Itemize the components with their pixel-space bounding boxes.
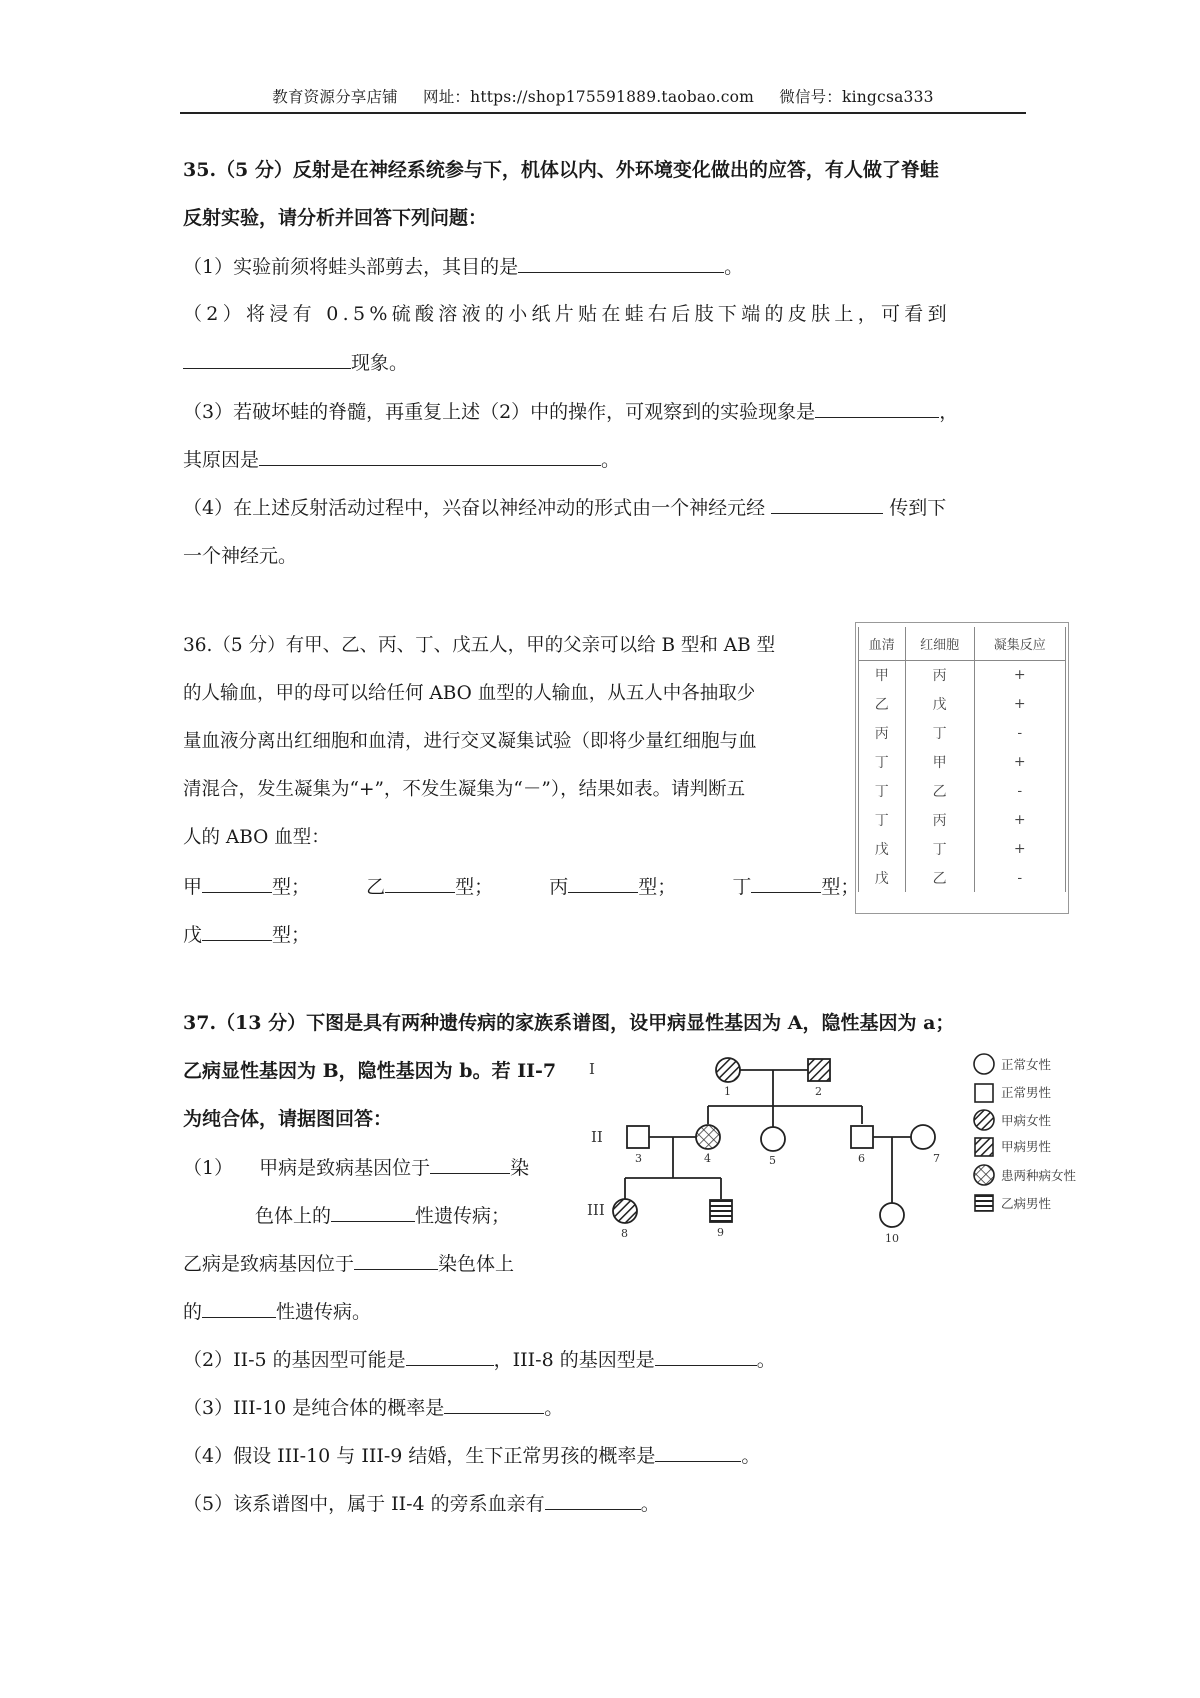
answer-blank[interactable] [259, 446, 601, 466]
answer-blank[interactable] [444, 1394, 544, 1414]
svg-text:1: 1 [724, 1085, 731, 1098]
svg-text:9: 9 [717, 1226, 724, 1239]
table-row: 乙 戊 + [859, 689, 1066, 718]
page-header [180, 82, 1026, 114]
legend-normal-male: 正常男性 [1001, 1085, 1052, 1100]
col-header-rbc: 红细胞 [905, 627, 974, 660]
q36-answers: 甲 型； 乙 型； 丙 型； 丁 型； [183, 873, 859, 900]
q37-part5: （5）该系谱图中，属于 II-4 的旁系血亲有 。 [183, 1490, 660, 1517]
q36-line1: 36.（5 分）有甲、乙、丙、丁、戊五人，甲的父亲可以给 B 型和 AB 型 [183, 635, 776, 656]
answer-blank[interactable] [406, 1346, 494, 1366]
table-row: 丁 丙 + [859, 805, 1066, 834]
answer-blank[interactable] [655, 1346, 757, 1366]
svg-text:2: 2 [815, 1085, 822, 1098]
header-wechat: 微信号：kingcsa333 [779, 88, 934, 106]
answer-blank[interactable] [771, 494, 883, 514]
col-header-serum: 血清 [859, 627, 906, 660]
q37-part1: （1） 甲病是致病基因位于 染 [183, 1154, 529, 1181]
answer-blank[interactable] [385, 873, 455, 893]
individual-9-diseaseB-male [710, 1200, 732, 1222]
q37-part1-cont3: 的 性遗传病。 [183, 1298, 371, 1325]
q37-part4: （4）假设 III-10 与 III-9 结婚，生下正常男孩的概率是 。 [183, 1442, 760, 1469]
legend-normal-female: 正常女性 [1001, 1057, 1052, 1072]
agglutination-table [858, 627, 1066, 892]
pedigree-diagram [585, 1050, 1100, 1260]
q35-part3: （3）若破坏蛙的脊髓，再重复上述（2）中的操作，可观察到的实验现象是 ， [183, 398, 958, 425]
individual-6-normal-male [851, 1126, 873, 1148]
svg-text:7: 7 [933, 1152, 940, 1165]
answer-blank[interactable] [202, 921, 272, 941]
table-row: 戊 丁 + [859, 834, 1066, 863]
pedigree-legend [974, 1054, 1077, 1211]
answer-blank[interactable] [751, 873, 821, 893]
individual-7-normal-female [911, 1125, 935, 1149]
gen-label-1: I [589, 1060, 595, 1078]
q36-answers-cont: 戊 型； [183, 921, 310, 948]
q37-part2: （2）II-5 的基因型可能是 ，III-8 的基因型是 。 [183, 1346, 776, 1373]
individual-4-both-diseases-female [696, 1125, 720, 1149]
q36-line3: 量血液分离出红细胞和血清，进行交叉凝集试验（即将少量红细胞与血 [183, 731, 757, 752]
answer-blank[interactable] [430, 1154, 510, 1174]
svg-text:8: 8 [621, 1227, 628, 1240]
answer-blank[interactable] [545, 1490, 641, 1510]
svg-text:3: 3 [635, 1152, 642, 1165]
answer-blank[interactable] [354, 1250, 438, 1270]
legend-affected-male: 甲病男性 [1001, 1139, 1052, 1154]
individual-5-normal-female [761, 1127, 785, 1151]
table-row: 甲 丙 + [859, 660, 1066, 689]
answer-blank[interactable] [183, 349, 351, 369]
svg-text:5: 5 [769, 1154, 776, 1167]
table-row: 丙 丁 - [859, 718, 1066, 747]
q35-title: 35.（5 分）反射是在神经系统参与下，机体以内、外环境变化做出的应答，有人做了脊蛙 [183, 159, 939, 181]
answer-blank[interactable] [815, 398, 939, 418]
svg-text:6: 6 [858, 1152, 865, 1165]
answer-blank[interactable] [655, 1442, 741, 1462]
individual-3-normal-male [627, 1126, 649, 1148]
answer-blank[interactable] [202, 1298, 276, 1318]
q37-part1-cont: 色体上的 性遗传病； [255, 1202, 510, 1229]
answer-blank[interactable] [568, 873, 638, 893]
q35-title-cont: 反射实验，请分析并回答下列问题： [183, 207, 488, 229]
individual-10-normal-female [880, 1203, 904, 1227]
svg-text:10: 10 [885, 1232, 899, 1245]
answer-blank[interactable] [518, 253, 724, 273]
individual-1-affected-female [716, 1058, 740, 1082]
answer-blank[interactable] [331, 1202, 415, 1222]
gen-label-3: III [587, 1201, 605, 1219]
svg-text:4: 4 [704, 1152, 711, 1165]
q37-title-cont: 乙病显性基因为 B，隐性基因为 b。若 II-7 [183, 1060, 557, 1082]
q35-part4-cont: 一个神经元。 [183, 545, 298, 567]
table-row: 丁 甲 + [859, 747, 1066, 776]
q37-part1-cont2: 乙病是致病基因位于 染色体上 [183, 1250, 514, 1277]
q35-part2-cont: 现象。 [183, 349, 408, 376]
q37-title: 37.（13 分）下图是具有两种遗传病的家族系谱图，设甲病显性基因为 A，隐性基因为 a； [183, 1012, 955, 1034]
q35-part3-cont: 其原因是 。 [183, 446, 620, 473]
q35-part2: （2）将浸有 0.5%硫酸溶液的小纸片贴在蛙右后肢下端的皮肤上，可看到 [183, 303, 951, 325]
q35-part1: （1）实验前须将蛙头部剪去，其目的是 。 [183, 253, 743, 280]
q36-line2: 的人输血，甲的母可以给任何 ABO 血型的人输血，从五人中各抽取少 [183, 683, 756, 704]
q37-title-cont2: 为纯合体，请据图回答： [183, 1108, 393, 1130]
table-header-row [859, 627, 1066, 660]
header-shop: 教育资源分享店铺 [272, 88, 398, 106]
table-row: 戊 乙 - [859, 863, 1066, 892]
legend-affected-female: 甲病女性 [1001, 1113, 1052, 1128]
individual-8-affected-female [613, 1199, 637, 1223]
individual-2-affected-male [808, 1059, 830, 1081]
header-url: 网址：https://shop175591889.taobao.com [423, 88, 755, 106]
legend-both-diseases-female: 患两种病女性 [1001, 1168, 1077, 1183]
q36-line4: 清混合，发生凝集为“+”，不发生凝集为“－”），结果如表。请判断五 [183, 779, 746, 800]
legend-diseaseB-male: 乙病男性 [1001, 1196, 1052, 1211]
answer-blank[interactable] [202, 873, 272, 893]
q35-part4: （4）在上述反射活动过程中，兴奋以神经冲动的形式由一个神经元经 传到下 [183, 494, 946, 521]
gen-label-2: II [591, 1128, 603, 1146]
q37-part3: （3）III-10 是纯合体的概率是 。 [183, 1394, 563, 1421]
q36-line5: 人的 ABO 血型： [183, 827, 330, 848]
table-row: 丁 乙 - [859, 776, 1066, 805]
col-header-reaction: 凝集反应 [974, 627, 1065, 660]
